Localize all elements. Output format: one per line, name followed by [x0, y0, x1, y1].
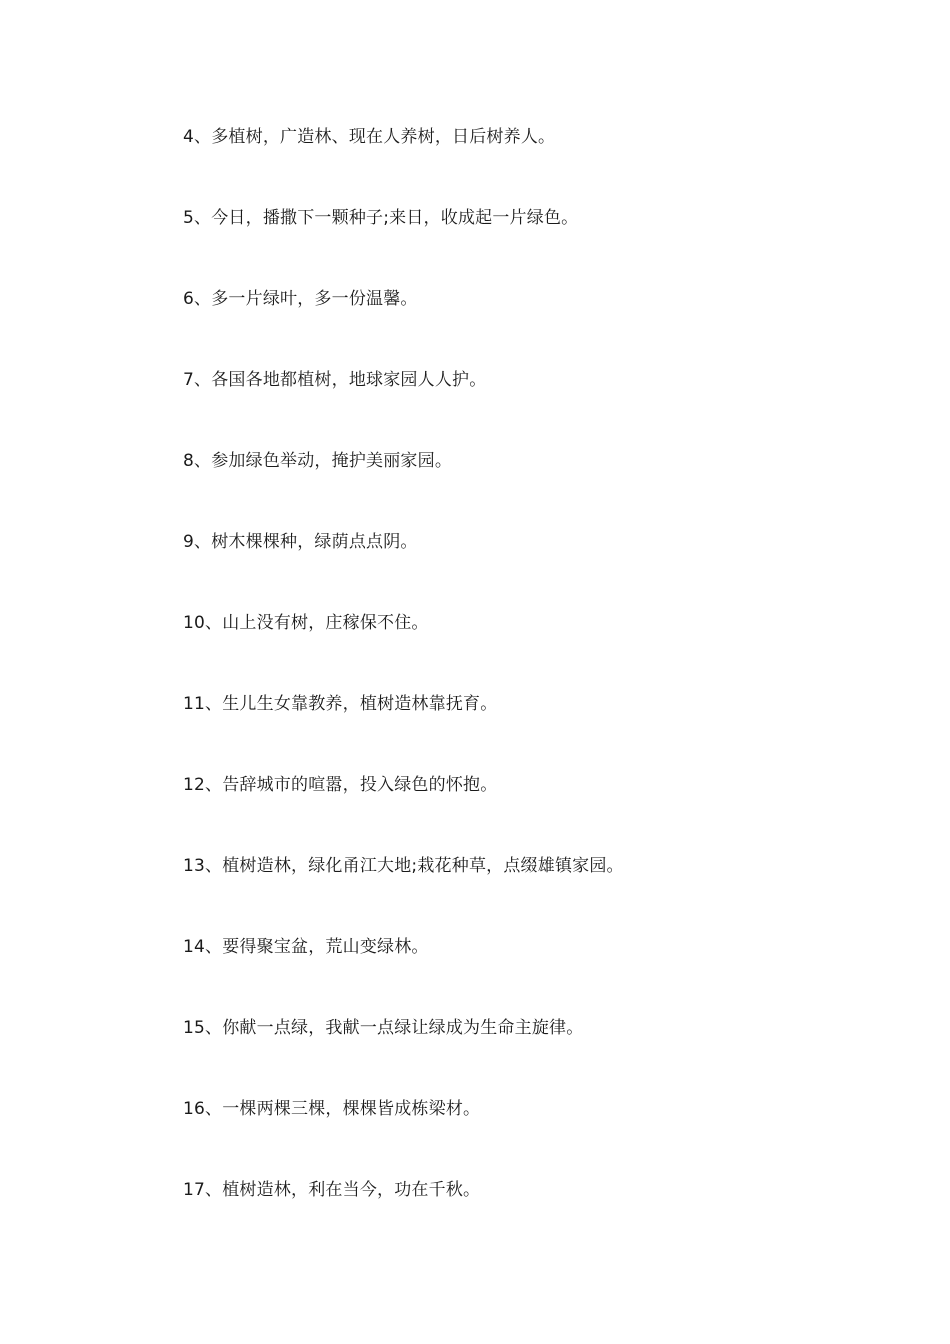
slogan-list	[183, 124, 883, 1258]
list-item: 16、一棵两棵三棵，棵棵皆成栋梁材。	[183, 1099, 481, 1119]
list-item: 8、参加绿色举动，掩护美丽家园。	[183, 451, 453, 471]
list-item: 17、植树造林，利在当今，功在千秋。	[183, 1180, 481, 1200]
list-item: 7、各国各地都植树，地球家园人人护。	[183, 370, 487, 390]
list-item: 10、山上没有树，庄稼保不住。	[183, 613, 429, 633]
list-item: 9、树木棵棵种，绿荫点点阴。	[183, 532, 418, 552]
list-item: 4、多植树，广造林、现在人养树，日后树养人。	[183, 127, 556, 147]
list-item: 12、告辞城市的喧嚣，投入绿色的怀抱。	[183, 775, 498, 795]
list-item: 5、今日，播撒下一颗种子;来日，收成起一片绿色。	[183, 208, 579, 228]
list-item: 15、你献一点绿，我献一点绿让绿成为生命主旋律。	[183, 1018, 584, 1038]
list-item: 6、多一片绿叶，多一份温馨。	[183, 289, 418, 309]
list-item: 13、植树造林，绿化甬江大地;栽花种草，点缀雄镇家园。	[183, 856, 624, 876]
list-item: 11、生儿生女靠教养，植树造林靠抚育。	[183, 694, 498, 714]
list-item: 14、要得聚宝盆，荒山变绿林。	[183, 937, 429, 957]
